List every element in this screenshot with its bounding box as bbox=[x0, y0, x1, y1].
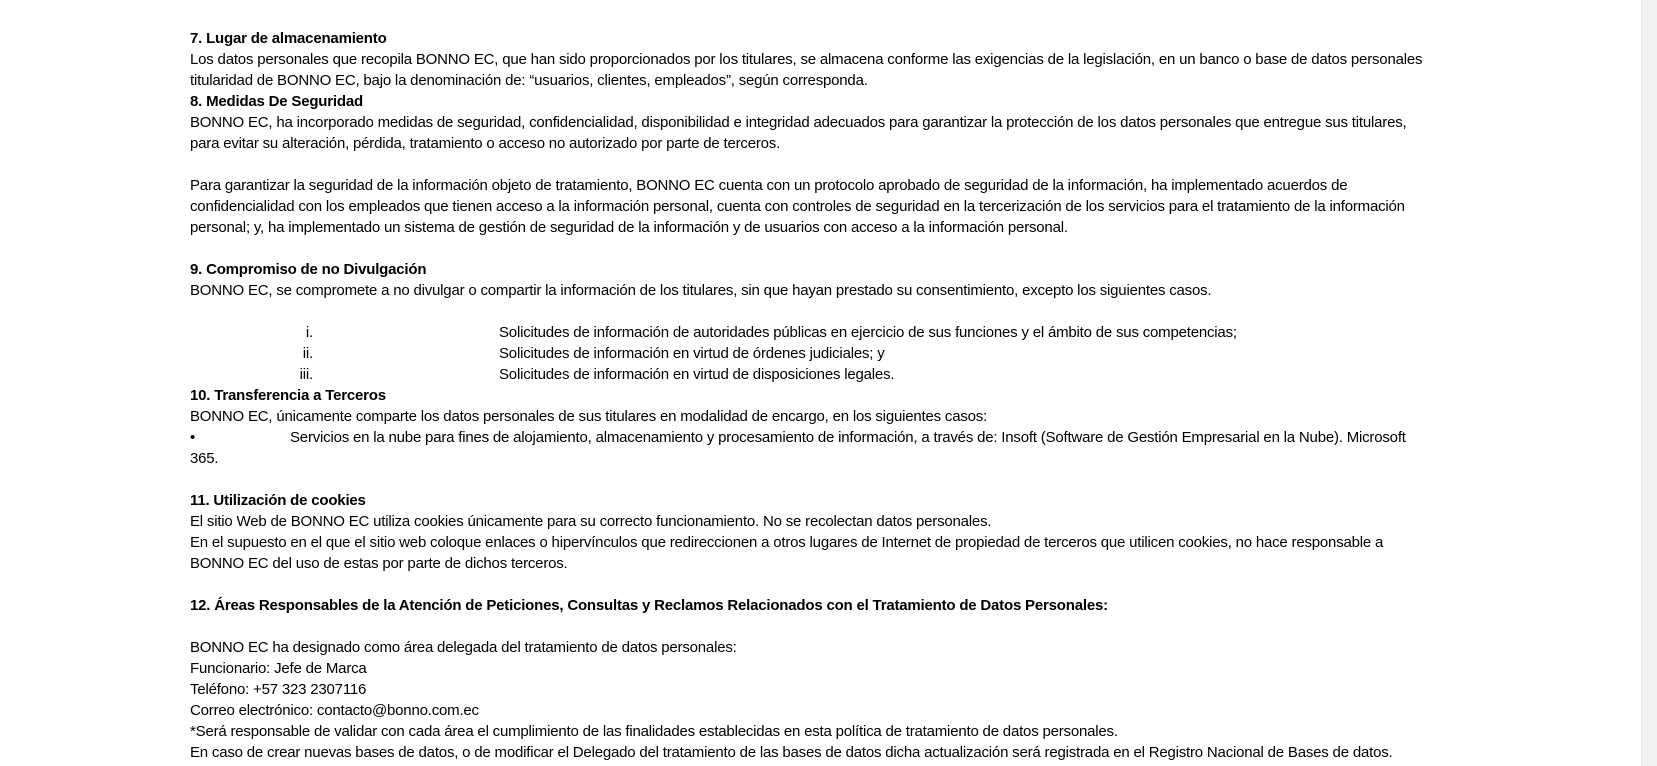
section-11-line-1: El sitio Web de BONNO EC utiliza cookies únicamente para su correcto funcionamiento. No se recolectan datos personales. bbox=[190, 513, 992, 530]
roman-list-item bbox=[190, 343, 1490, 364]
paragraph-gap bbox=[190, 574, 1490, 595]
section-10-line-1: BONNO EC, únicamente comparte los datos personales de sus titulares en modalidad de encargo, en los siguientes casos: bbox=[190, 408, 988, 425]
document-body bbox=[190, 28, 1490, 763]
section-8-heading: 8. Medidas De Seguridad bbox=[190, 93, 363, 110]
bullet-list-item-continuation: 365. bbox=[190, 450, 219, 467]
roman-list-item-text: Solicitudes de información de autoridades públicas en ejercicio de sus funciones y el ámbito de sus competencias; bbox=[499, 324, 1237, 341]
bullet-list-item-text: Servicios en la nube para fines de alojamiento, almacenamiento y procesamiento de información, a través de: Insoft (Software de Gestión Empresarial en la Nube). Microsoft bbox=[290, 429, 1406, 446]
vertical-scrollbar[interactable] bbox=[1641, 0, 1657, 766]
section-12-line-6: En caso de crear nuevas bases de datos, o de modificar el Delegado del tratamiento de las bases de datos dicha actualización será registrada en el Registro Nacional de Bases de datos. bbox=[190, 744, 1393, 761]
roman-list-item bbox=[190, 364, 1490, 385]
roman-numeral: ii. bbox=[302, 345, 313, 362]
section-8-paragraph-2-line-1: Para garantizar la seguridad de la información objeto de tratamiento, BONNO EC cuenta con un protocolo aprobado de seguridad de la información, ha implementado acuerdos de bbox=[190, 177, 1348, 194]
paragraph-gap bbox=[190, 616, 1490, 637]
section-9-heading: 9. Compromiso de no Divulgación bbox=[190, 261, 427, 278]
section-9-line-1: BONNO EC, se compromete a no divulgar o compartir la información de los titulares, sin que hayan prestado su consentimiento, excepto los siguientes casos. bbox=[190, 282, 1212, 299]
section-8-paragraph-2-line-2: confidencialidad con los empleados que tienen acceso a la información personal, cuenta con controles de seguridad en la tercerización de los servicios para el tratamiento de la información bbox=[190, 198, 1405, 215]
section-8-paragraph-2-line-3: personal; y, ha implementado un sistema de gestión de seguridad de la información y de usuarios con acceso a la información personal. bbox=[190, 219, 1068, 236]
roman-numeral: i. bbox=[305, 324, 313, 341]
section-8-line-1: BONNO EC, ha incorporado medidas de seguridad, confidencialidad, disponibilidad e integridad adecuados para garantizar la protección de los datos personales que entregue sus titulares, bbox=[190, 114, 1407, 131]
section-12-heading: 12. Áreas Responsables de la Atención de Peticiones, Consultas y Reclamos Relacionados con el Tratamiento de Datos Personales: bbox=[190, 597, 1108, 614]
section-11-line-3: BONNO EC del uso de estas por parte de dichos terceros. bbox=[190, 555, 568, 572]
section-12-phone: Teléfono: +57 323 2307116 bbox=[190, 681, 367, 698]
bullet-list-item bbox=[190, 427, 1490, 448]
section-12-line-1: BONNO EC ha designado como área delegada del tratamiento de datos personales: bbox=[190, 639, 737, 656]
paragraph-gap bbox=[190, 469, 1490, 490]
bullet-icon: • bbox=[190, 429, 196, 446]
section-7-heading: 7. Lugar de almacenamiento bbox=[190, 30, 387, 47]
paragraph-gap bbox=[190, 154, 1490, 175]
section-12-officer: Funcionario: Jefe de Marca bbox=[190, 660, 367, 677]
section-7-line-2: titularidad de BONNO EC, bajo la denominación de: “usuarios, clientes, empleados”, según corresponda. bbox=[190, 72, 868, 89]
roman-list-item bbox=[190, 322, 1490, 343]
paragraph-gap bbox=[190, 238, 1490, 259]
section-8-line-2: para evitar su alteración, pérdida, tratamiento o acceso no autorizado por parte de terceros. bbox=[190, 135, 781, 152]
section-11-line-2: En el supuesto en el que el sitio web coloque enlaces o hipervínculos que redireccionen a otros lugares de Internet de propiedad de terceros que utilicen cookies, no hace responsable a bbox=[190, 534, 1384, 551]
roman-list-item-text: Solicitudes de información en virtud de disposiciones legales. bbox=[499, 366, 895, 383]
paragraph-gap bbox=[190, 301, 1490, 322]
section-10-heading: 10. Transferencia a Terceros bbox=[190, 387, 386, 404]
roman-list-item-text: Solicitudes de información en virtud de órdenes judiciales; y bbox=[499, 345, 885, 362]
section-12-note: *Será responsable de validar con cada área el cumplimiento de las finalidades establecidas en esta política de tratamiento de datos personales. bbox=[190, 723, 1118, 740]
section-12-email: Correo electrónico: contacto@bonno.com.ec bbox=[190, 702, 479, 719]
section-11-heading: 11. Utilización de cookies bbox=[190, 492, 366, 509]
section-7-line-1: Los datos personales que recopila BONNO EC, que han sido proporcionados por los titulares, se almacena conforme las exigencias de la legislación, en un banco o base de datos personales bbox=[190, 51, 1423, 68]
roman-numeral: iii. bbox=[299, 366, 313, 383]
